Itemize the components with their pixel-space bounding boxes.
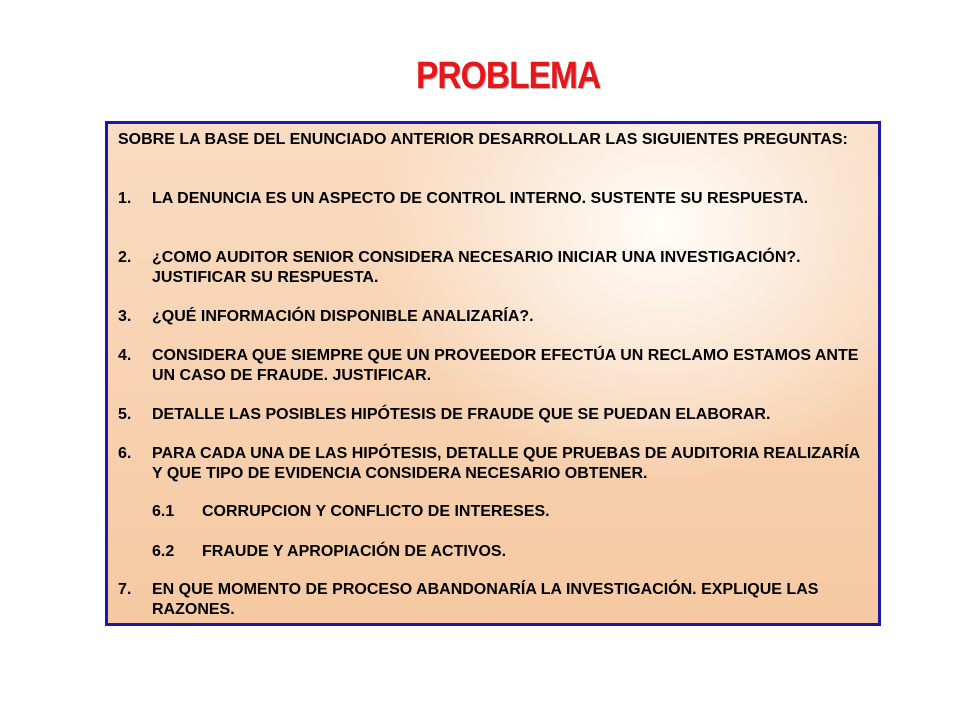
subquestion-text: FRAUDE Y APROPIACIÓN DE ACTIVOS. (202, 543, 507, 560)
questions-box (105, 121, 881, 626)
question-number: 3. (118, 308, 132, 325)
question-text: CONSIDERA QUE SIEMPRE QUE UN PROVEEDOR EFECTÚA UN RECLAMO ESTAMOS ANTE UN CASO DE FRAUDE. JUSTIFICAR. (152, 347, 859, 384)
slide-title: PROBLEMA (415, 55, 601, 97)
question-text: PARA CADA UNA DE LAS HIPÓTESIS, DETALLE QUE PRUEBAS DE AUDITORIA REALIZARÍA Y QUE TIPO DE EVIDENCIA CONSIDERA NECESARIO OBTENER. (152, 445, 860, 482)
question-number: 5. (118, 406, 132, 423)
question-text: ¿COMO AUDITOR SENIOR CONSIDERA NECESARIO INICIAR UNA INVESTIGACIÓN?. JUSTIFICAR SU RESPUESTA. (152, 249, 801, 286)
subquestion-number: 6.1 (152, 503, 175, 520)
question-number: 7. (118, 581, 132, 598)
intro-text: SOBRE LA BASE DEL ENUNCIADO ANTERIOR DESARROLLAR LAS SIGUIENTES PREGUNTAS: (118, 131, 848, 148)
question-number: 2. (118, 249, 132, 266)
question-number: 6. (118, 445, 132, 462)
question-text: DETALLE LAS POSIBLES HIPÓTESIS DE FRAUDE QUE SE PUEDAN ELABORAR. (152, 406, 771, 423)
subquestion-text: CORRUPCION Y CONFLICTO DE INTERESES. (202, 503, 550, 520)
question-text: ¿QUÉ INFORMACIÓN DISPONIBLE ANALIZARÍA?. (152, 308, 534, 325)
question-text: EN QUE MOMENTO DE PROCESO ABANDONARÍA LA INVESTIGACIÓN. EXPLIQUE LAS RAZONES. (152, 581, 819, 618)
question-text: LA DENUNCIA ES UN ASPECTO DE CONTROL INTERNO. SUSTENTE SU RESPUESTA. (152, 190, 809, 207)
subquestion-number: 6.2 (152, 543, 175, 560)
question-number: 4. (118, 347, 132, 364)
question-number: 1. (118, 190, 132, 207)
